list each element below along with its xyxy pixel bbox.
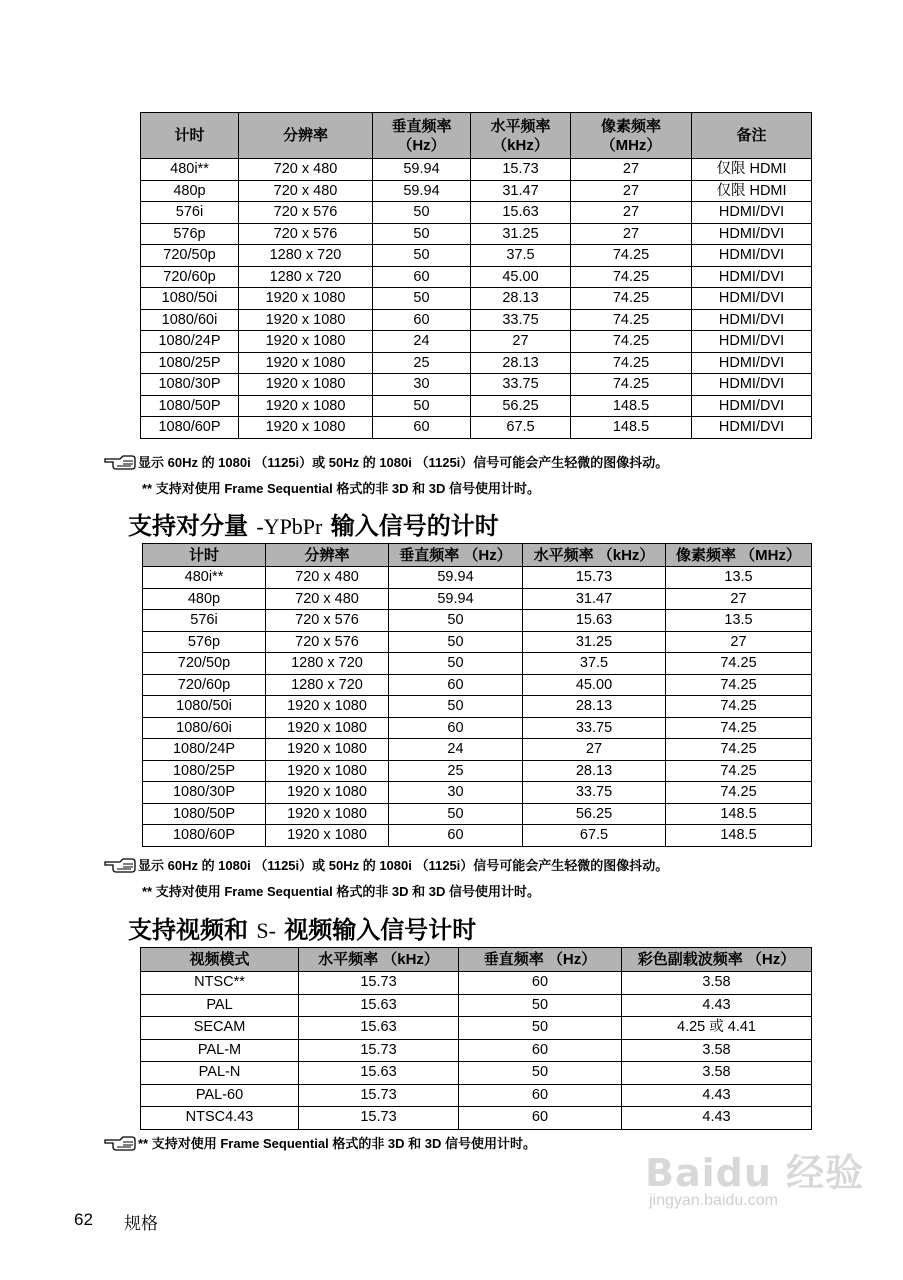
table-row	[141, 395, 812, 417]
table-cell: 576p	[143, 631, 266, 653]
pointing-hand-icon	[104, 1134, 138, 1155]
table-cell: 50	[389, 631, 523, 653]
table-cell: 56.25	[523, 803, 666, 825]
table-row	[141, 1107, 812, 1130]
table-body	[141, 972, 812, 1130]
table-row	[143, 739, 812, 761]
col-header-vertical-freq: 垂直频率 （Hz）	[459, 948, 622, 972]
table-cell: 1920 x 1080	[239, 352, 373, 374]
table-row	[141, 417, 812, 439]
table-cell: 59.94	[373, 180, 471, 202]
table-row	[143, 782, 812, 804]
table-cell: NTSC**	[141, 972, 299, 995]
table-row	[141, 1017, 812, 1040]
section-title-video: 支持视频和 S- 视频输入信号计时	[128, 916, 477, 944]
table-row	[141, 288, 812, 310]
table-cell: 1920 x 1080	[266, 825, 389, 847]
table-cell: 59.94	[389, 567, 523, 589]
table-row	[141, 1039, 812, 1062]
table-cell: HDMI/DVI	[692, 309, 812, 331]
table-cell: HDMI/DVI	[692, 395, 812, 417]
table-cell: 4.43	[622, 1107, 812, 1130]
table-row	[141, 159, 812, 181]
table-cell: 3.58	[622, 972, 812, 995]
table-cell: 31.25	[523, 631, 666, 653]
table-cell: 27	[571, 223, 692, 245]
table-cell: 33.75	[471, 374, 571, 396]
table-cell: 15.73	[299, 1039, 459, 1062]
table-cell: 1920 x 1080	[239, 417, 373, 439]
table-cell: 74.25	[571, 245, 692, 267]
col-header-horizontal-freq: 水平频率 （kHz）	[523, 544, 666, 567]
table-cell: 24	[373, 331, 471, 353]
table-cell: SECAM	[141, 1017, 299, 1040]
table-cell: 27	[571, 180, 692, 202]
table-cell: 74.25	[666, 739, 812, 761]
table-cell: 148.5	[666, 803, 812, 825]
table-cell: 27	[571, 202, 692, 224]
col-header-timing: 计时	[143, 544, 266, 567]
table-cell: HDMI/DVI	[692, 288, 812, 310]
table-cell: 1920 x 1080	[266, 782, 389, 804]
note-flicker: 显示 60Hz 的 1080i （1125i）或 50Hz 的 1080i （1125i）信号可能会产生轻微的图像抖动。	[104, 452, 668, 474]
watermark-logo: Baidu 经验	[645, 1151, 865, 1195]
table-cell: 13.5	[666, 567, 812, 589]
table-cell: 148.5	[571, 417, 692, 439]
table-cell: 3.58	[622, 1039, 812, 1062]
table-body	[141, 159, 812, 439]
table-cell: 148.5	[571, 395, 692, 417]
table-cell: 74.25	[571, 331, 692, 353]
table-cell: 1920 x 1080	[266, 739, 389, 761]
table-cell: 60	[459, 1084, 622, 1107]
table-cell: 480p	[143, 588, 266, 610]
table-cell: HDMI/DVI	[692, 352, 812, 374]
table-cell: 1080/24P	[141, 331, 239, 353]
table-cell: 1920 x 1080	[239, 374, 373, 396]
table-header-row	[141, 113, 812, 159]
col-header-timing: 计时	[141, 113, 239, 159]
table-cell: 576i	[143, 610, 266, 632]
table-row	[143, 760, 812, 782]
note-flicker: 显示 60Hz 的 1080i （1125i）或 50Hz 的 1080i （1125i）信号可能会产生轻微的图像抖动。	[104, 855, 668, 877]
table-cell: 15.63	[471, 202, 571, 224]
col-header-pixel-freq: 像素频率 （MHz）	[666, 544, 812, 567]
table-cell: PAL	[141, 994, 299, 1017]
watermark	[645, 1142, 865, 1209]
table-cell: 30	[373, 374, 471, 396]
page-number: 62	[74, 1210, 93, 1229]
table-cell: 1080/60P	[143, 825, 266, 847]
table-cell: 4.43	[622, 1084, 812, 1107]
table-cell: 30	[389, 782, 523, 804]
table-cell: 720 x 576	[266, 631, 389, 653]
table-row	[141, 1084, 812, 1107]
table-cell: 1080/60i	[143, 717, 266, 739]
table-cell: PAL-N	[141, 1062, 299, 1085]
table-cell: 576i	[141, 202, 239, 224]
table-cell: 50	[459, 1017, 622, 1040]
table-cell: 480i**	[141, 159, 239, 181]
table-row	[143, 803, 812, 825]
table-cell: 15.73	[299, 1084, 459, 1107]
table-row	[141, 223, 812, 245]
table-cell: PAL-60	[141, 1084, 299, 1107]
table-cell: 720 x 576	[266, 610, 389, 632]
watermark-url: jingyan.baidu.com	[649, 1192, 778, 1209]
table-cell: 24	[389, 739, 523, 761]
table-cell: 37.5	[523, 653, 666, 675]
table-cell: 74.25	[666, 782, 812, 804]
table-cell: 4.25 或 4.41	[622, 1017, 812, 1040]
table-cell: 74.25	[571, 309, 692, 331]
table-cell: 1080/50P	[143, 803, 266, 825]
section-label: 规格	[124, 1214, 158, 1233]
table-cell: HDMI/DVI	[692, 266, 812, 288]
table-cell: 60	[373, 417, 471, 439]
table-cell: HDMI/DVI	[692, 417, 812, 439]
table-cell: 15.73	[299, 1107, 459, 1130]
table-cell: 59.94	[373, 159, 471, 181]
table-cell: 45.00	[471, 266, 571, 288]
col-header-vertical-freq: 垂直频率 （Hz）	[389, 544, 523, 567]
table-cell: 74.25	[571, 352, 692, 374]
table-header-row	[141, 948, 812, 972]
table-cell: 60	[389, 825, 523, 847]
note-frame-sequential: ** 支持对使用 Frame Sequential 格式的非 3D 和 3D 信号使用计时。	[142, 884, 541, 899]
table-cell: 1080/24P	[143, 739, 266, 761]
table-cell: 28.13	[471, 352, 571, 374]
table-cell: 15.63	[299, 1062, 459, 1085]
table-cell: 60	[459, 1107, 622, 1130]
table-header-row	[143, 544, 812, 567]
table-cell: 56.25	[471, 395, 571, 417]
table-row	[143, 825, 812, 847]
table-row	[141, 374, 812, 396]
table-row	[141, 245, 812, 267]
col-header-video-mode: 视频模式	[141, 948, 299, 972]
table-row	[143, 717, 812, 739]
table-cell: 1080/50i	[141, 288, 239, 310]
table-cell: 1080/30P	[143, 782, 266, 804]
table-cell: 59.94	[389, 588, 523, 610]
table-cell: 1920 x 1080	[239, 309, 373, 331]
table-cell: 74.25	[666, 696, 812, 718]
table-cell: 50	[373, 245, 471, 267]
table-cell: 31.47	[471, 180, 571, 202]
table-cell: 1080/25P	[141, 352, 239, 374]
table-cell: 1920 x 1080	[266, 803, 389, 825]
table-cell: 28.13	[523, 696, 666, 718]
table-row	[143, 696, 812, 718]
note-frame-sequential: ** 支持对使用 Frame Sequential 格式的非 3D 和 3D 信号使用计时。	[142, 481, 541, 496]
table-cell: 74.25	[571, 266, 692, 288]
table-cell: 60	[459, 972, 622, 995]
table-cell: 15.63	[299, 994, 459, 1017]
table-cell: 4.43	[622, 994, 812, 1017]
col-header-resolution: 分辨率	[239, 113, 373, 159]
table-cell: 1280 x 720	[266, 674, 389, 696]
col-header-horizontal-freq: 水平频率 （kHz）	[471, 113, 571, 159]
table-cell: 15.63	[299, 1017, 459, 1040]
col-header-resolution: 分辨率	[266, 544, 389, 567]
table-cell: 仅限 HDMI	[692, 159, 812, 181]
table-row	[141, 266, 812, 288]
table-cell: 50	[389, 696, 523, 718]
table-cell: 50	[373, 223, 471, 245]
table-cell: 1080/50P	[141, 395, 239, 417]
table-row	[141, 972, 812, 995]
table-cell: HDMI/DVI	[692, 331, 812, 353]
table-cell: 25	[389, 760, 523, 782]
table-cell: 67.5	[471, 417, 571, 439]
table-cell: 1920 x 1080	[239, 331, 373, 353]
table-row	[143, 610, 812, 632]
table-cell: 720 x 480	[266, 567, 389, 589]
table-cell: 33.75	[471, 309, 571, 331]
table-cell: 720 x 480	[239, 180, 373, 202]
table-cell: 74.25	[666, 717, 812, 739]
col-header-remarks: 备注	[692, 113, 812, 159]
table-cell: HDMI/DVI	[692, 202, 812, 224]
table-row	[141, 202, 812, 224]
table-cell: 15.73	[471, 159, 571, 181]
table-cell: 28.13	[523, 760, 666, 782]
table-cell: 720/50p	[143, 653, 266, 675]
col-header-subcarrier-freq: 彩色副载波频率 （Hz）	[622, 948, 812, 972]
table-cell: 1080/25P	[143, 760, 266, 782]
table-row	[143, 588, 812, 610]
table-cell: 60	[459, 1039, 622, 1062]
table-cell: 15.63	[523, 610, 666, 632]
table-cell: 50	[389, 653, 523, 675]
pointing-hand-icon	[104, 856, 138, 877]
table-cell: 720 x 480	[239, 159, 373, 181]
table-cell: 720 x 480	[266, 588, 389, 610]
table-row	[141, 180, 812, 202]
table-cell: 1920 x 1080	[239, 395, 373, 417]
table-cell: 60	[373, 266, 471, 288]
col-header-horizontal-freq: 水平频率 （kHz）	[299, 948, 459, 972]
table-cell: HDMI/DVI	[692, 223, 812, 245]
table-cell: 31.47	[523, 588, 666, 610]
table-cell: 74.25	[666, 653, 812, 675]
table-row	[143, 653, 812, 675]
table-cell: 33.75	[523, 717, 666, 739]
table-cell: 720/60p	[143, 674, 266, 696]
table-cell: 50	[373, 288, 471, 310]
note-frame-sequential: ** 支持对使用 Frame Sequential 格式的非 3D 和 3D 信号使用计时。	[104, 1133, 536, 1155]
table-cell: 720 x 576	[239, 202, 373, 224]
table-cell: 50	[389, 803, 523, 825]
table-cell: 50	[389, 610, 523, 632]
table-cell: 50	[373, 202, 471, 224]
table-cell: 1080/60P	[141, 417, 239, 439]
hdmi-timing-table	[140, 112, 812, 439]
section-title-component: 支持对分量 -YPbPr 输入信号的计时	[128, 512, 499, 540]
table-row	[143, 567, 812, 589]
table-cell: 480i**	[143, 567, 266, 589]
table-cell: 13.5	[666, 610, 812, 632]
table-row	[143, 631, 812, 653]
table-cell: 仅限 HDMI	[692, 180, 812, 202]
table-cell: 1280 x 720	[239, 266, 373, 288]
table-cell: 27	[666, 588, 812, 610]
table-cell: 720/60p	[141, 266, 239, 288]
table-row	[141, 1062, 812, 1085]
table-cell: 480p	[141, 180, 239, 202]
col-header-vertical-freq: 垂直频率 （Hz）	[373, 113, 471, 159]
table-cell: 74.25	[571, 374, 692, 396]
table-cell: HDMI/DVI	[692, 245, 812, 267]
col-header-pixel-freq: 像素频率 （MHz）	[571, 113, 692, 159]
table-cell: 27	[666, 631, 812, 653]
table-cell: 27	[571, 159, 692, 181]
table-cell: 67.5	[523, 825, 666, 847]
table-body	[143, 567, 812, 847]
table-cell: 60	[373, 309, 471, 331]
table-cell: 1920 x 1080	[266, 717, 389, 739]
table-cell: 720/50p	[141, 245, 239, 267]
component-timing-table	[142, 543, 812, 847]
table-cell: NTSC4.43	[141, 1107, 299, 1130]
table-cell: 45.00	[523, 674, 666, 696]
table-cell: 1920 x 1080	[266, 760, 389, 782]
table-cell: 1920 x 1080	[239, 288, 373, 310]
table-row	[141, 331, 812, 353]
table-cell: HDMI/DVI	[692, 374, 812, 396]
table-cell: 60	[389, 717, 523, 739]
table-cell: 15.73	[523, 567, 666, 589]
table-row	[141, 309, 812, 331]
table-cell: 1920 x 1080	[266, 696, 389, 718]
table-cell: 1080/50i	[143, 696, 266, 718]
table-cell: 74.25	[571, 288, 692, 310]
table-cell: 720 x 576	[239, 223, 373, 245]
table-cell: 576p	[141, 223, 239, 245]
table-cell: 74.25	[666, 674, 812, 696]
table-cell: 27	[523, 739, 666, 761]
table-cell: 37.5	[471, 245, 571, 267]
table-cell: 1280 x 720	[239, 245, 373, 267]
table-cell: 1280 x 720	[266, 653, 389, 675]
table-cell: 25	[373, 352, 471, 374]
table-row	[141, 352, 812, 374]
table-cell: 1080/30P	[141, 374, 239, 396]
video-timing-table	[140, 947, 812, 1130]
table-cell: 60	[389, 674, 523, 696]
table-cell: 50	[373, 395, 471, 417]
table-cell: 15.73	[299, 972, 459, 995]
table-cell: 50	[459, 1062, 622, 1085]
table-cell: 33.75	[523, 782, 666, 804]
table-cell: 31.25	[471, 223, 571, 245]
table-cell: 3.58	[622, 1062, 812, 1085]
table-cell: 28.13	[471, 288, 571, 310]
table-cell: 148.5	[666, 825, 812, 847]
table-cell: 74.25	[666, 760, 812, 782]
pointing-hand-icon	[104, 453, 138, 474]
table-cell: 27	[471, 331, 571, 353]
table-row	[143, 674, 812, 696]
table-row	[141, 994, 812, 1017]
table-cell: 1080/60i	[141, 309, 239, 331]
table-cell: 50	[459, 994, 622, 1017]
table-cell: PAL-M	[141, 1039, 299, 1062]
